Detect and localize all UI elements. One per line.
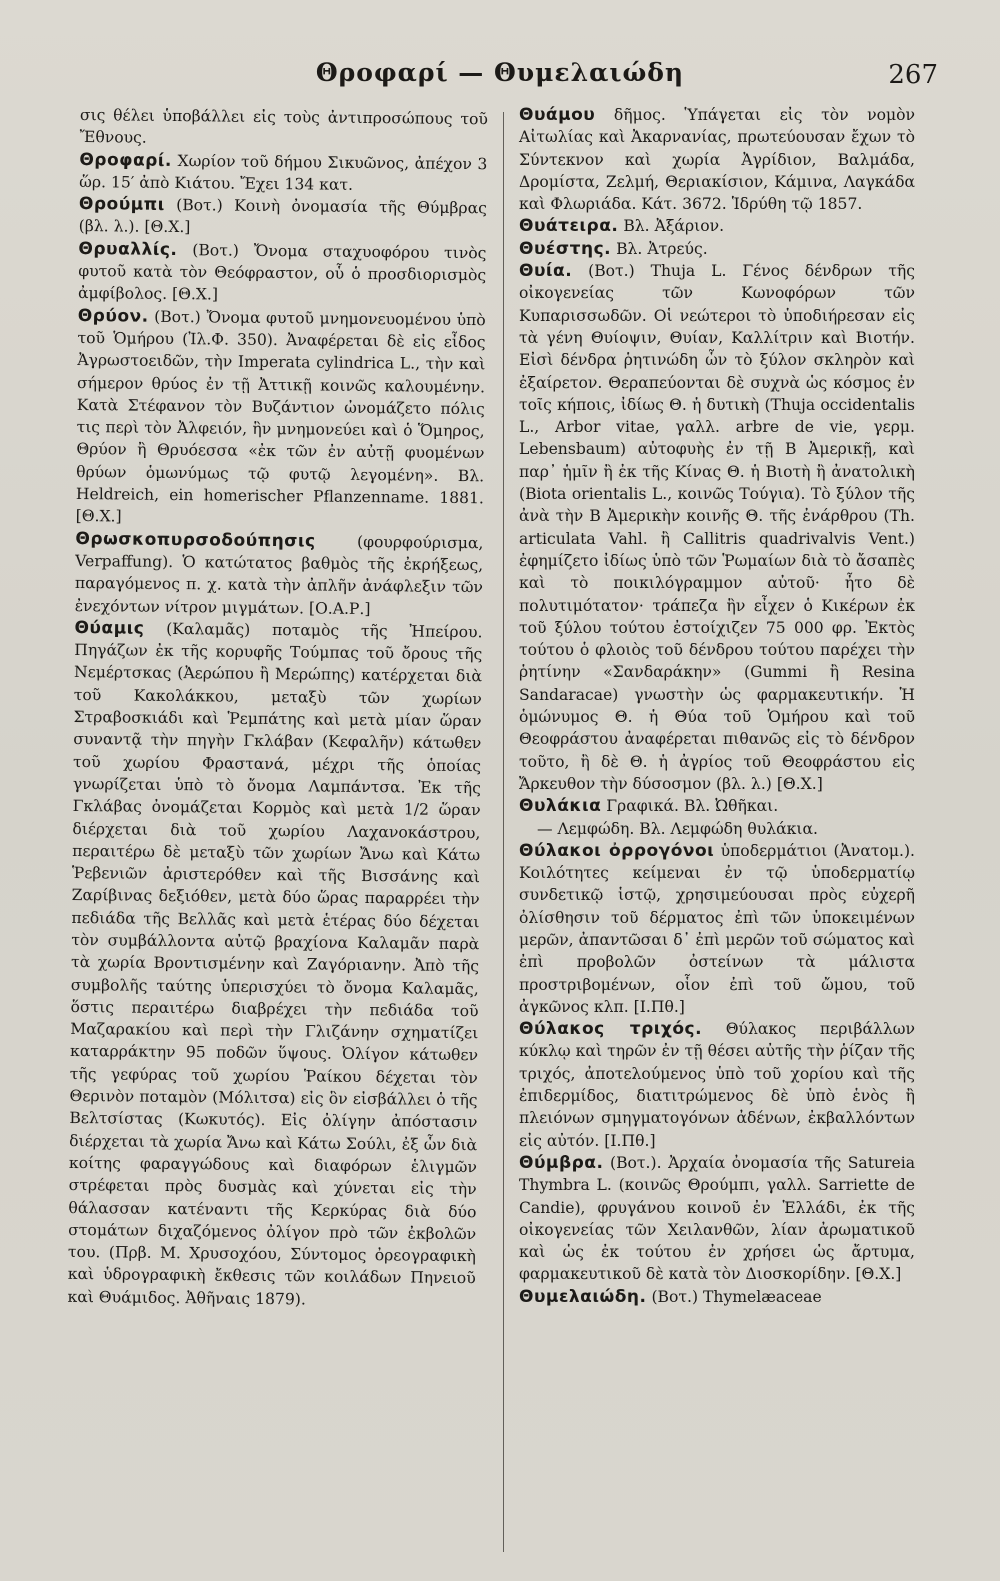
entry-headword: Θρυαλλίς.: [78, 238, 178, 260]
entry-text: Βλ. Ἀξάριον.: [623, 217, 725, 236]
entry-headword: Θυμελαιώδη.: [519, 1286, 647, 1307]
entry-headword: Θυάτειρα.: [519, 216, 619, 237]
dictionary-entry: [79, 149, 487, 198]
dictionary-entry: [76, 305, 486, 532]
entry-headword: Θύλακοι ὀρρογόνοι: [519, 840, 715, 861]
entry-text: (Καλαμᾶς) ποταμὸς τῆς Ἠπείρου. Πηγάζων ἐκ τῆς κορυφῆς Τούμπας τοῦ ὄρους τῆς Νεμέρτσκας (Ἀερώπου ἢ Μερώπης) κατέρχεται διὰ τοῦ Κακολάκκου, μεταξὺ τῶν χωρίων Στραβοσκιάδι καὶ Ῥεμπάτης καὶ μετὰ μίαν ὥραν συναντᾷ τὴν πηγὴν Γκλάβαν (Κεφαλῆν) κάτωθεν τοῦ χωρίου Φραστανά, μέχρι τῆς ὁποίας γνωρίζεται ὑπὸ τὸ ὄνομα Λαμπάντσα. Ἐκ τῆς Γκλάβας ὀνομάζεται Κορμὸς καὶ μετὰ 1/2 ὥραν διέρχεται διὰ τοῦ χωρίου Λαχανοκάστρου, περαιτέρω δὲ μεταξὺ τῶν χωρίων Ἄνω καὶ Κάτω Ῥεβενιῶν ἀριστερόθεν καὶ τῆς Βισσάνης καὶ Ζαρίβινας δεξιόθεν, μετὰ δύο ὥρας παραρρέει τὴν πεδιάδα τῆς Βελλᾶς καὶ μετὰ ἑτέρας δύο δέχεται τὸν συμβάλλοντα αὐτῷ βραχίονα Καλαμᾶν παρὰ τὰ χωρία Βροντισμένην καὶ Ζαγόριανην. Ἀπὸ τῆς συμβολῆς ταύτης ὑπερισχύει τὸ ὄνομα Καλαμᾶς, ὅστις περαιτέρω διαβρέχει τὴν πεδιάδα τοῦ Μαζαρακίου καὶ περὶ τὴν Γλιζάνην σχηματίζει καταρράκτην 95 ποδῶν ὕψους. Ὀλίγον κάτωθεν τῆς γεφύρας τοῦ χωρίου Ῥαίκου δέχεται τὸν Θερινὸν ποταμὸν (Μόλιτσα) εἰς ὃν εἰσβάλλει ὁ τῆς Βελτσίστας (Κωκυτός). Εἰς ὀλίγην ἀπόστασιν διέρχεται τὰ χωρία Ἄνω καὶ Κάτω Σούλι, ἐξ ὧν διὰ κοίτης φαραγγώδους καὶ διαφόρων ἑλιγμῶν στρέφεται πρὸς δυσμὰς καὶ χύνεται εἰς τὴν θάλασσαν κατέναντι τῆς Κερκύρας διὰ δύο στομάτων διχαζόμενος ὀλίγον πρὸ τῶν ἐκβολῶν του. (Πρβ. Μ. Χρυσοχόου, Σύντομος ὀρεογραφικὴ καὶ ὑδρογραφικὴ ἔκθεσις τῶν κοιλάδων Πηνειοῦ καὶ Θυάμιδος. Ἀθῆναις 1879).: [67, 619, 483, 1309]
page-title: Θροφαρί — Θυμελαιώδη: [315, 58, 685, 87]
entry-text: (φουρφούρισμα, Verpaffung). Ὁ κατώτατος βαθμὸς τῆς ἐκρήξεως, παραγόμενος π. χ. κατὰ τὴν ἀπλῆν ἀνάφλεξιν τῶν ἐνεχόντων νίτρον μιγμάτων. [Ο.Α.Ρ.]: [74, 532, 484, 618]
entry-text: (Βοτ.) Thymelæaceae: [651, 1287, 822, 1306]
dictionary-entry: [519, 1286, 915, 1308]
entry-text: (Βοτ.) Ὄνομα σταχυοφόρου τινὸς φυτοῦ κατὰ τὸν Θεόφραστον, οὗ ὁ προσδιορισμὸς ἀμφίβολος. [Θ.Χ.]: [77, 240, 487, 304]
entry-headword: Θυλάκια: [519, 796, 602, 817]
entry-text: Χωρίον τοῦ δήμου Σικυῶνος, ἀπέχον 3 ὥρ. 15′ ἀπὸ Κιάτου. Ἔχει 134 κατ.: [79, 151, 488, 194]
entry-headword: Θύμβρα.: [519, 1152, 604, 1173]
dictionary-entry: [79, 193, 487, 242]
dictionary-entry: [519, 238, 915, 260]
entry-text: (Βοτ.) Κοινὴ ὀνομασία τῆς Θύμβρας (βλ. λ.). [Θ.Χ.]: [78, 196, 488, 237]
right-column: [519, 104, 915, 1308]
entry-text: σις θέλει ὑποβάλλει εἰς τοὺς ἀντιπροσώπους τοῦ Ἔθνους.: [79, 105, 488, 147]
entry-headword: Θροφαρί.: [79, 149, 173, 171]
page-number: 267: [888, 60, 938, 90]
entry-text: (Βοτ.) Ὄνομα φυτοῦ μνημονευομένου ὑπὸ τοῦ Ὁμήρου (Ἰλ.Φ. 350). Ἀναφέρεται δὲ εἰς εἶδος Ἀγρωστοειδῶν, τὴν Imperata cylindrica L., τὴν καὶ σήμερον θρύος ἐν τῇ Ἀττικῇ κοινῶς καλουμένην. Κατὰ Στέφανον τὸν Βυζάντιον ὠνομάζετο πόλις τις περὶ τὸν Ἀλφειόν, ἣν μνημονεύει καὶ ὁ Ὅμηρος, Θρύον ἢ Θρυόεσσα «ἐκ τῶν ἐν αὐτῇ φυομένων θρύων ὁμωνύμως τῷ φυτῷ λεγομένη». Βλ. Heldreich, ein homerischer Pflanzenname. 1881. [Θ.Χ.]: [75, 307, 486, 526]
left-column: [67, 104, 488, 1312]
entry-headword: Θυία.: [519, 261, 573, 282]
entry-headword: Θρωσκοπυρσοδούπησις: [75, 528, 316, 552]
dictionary-entry: [78, 238, 487, 309]
dictionary-entry: [80, 104, 488, 153]
entry-text: ὑποδερμάτιοι (Ἀνατομ.). Κοιλότητες κείμεναι ἐν τῷ ὑποδερματίῳ συνδετικῷ ἱστῷ, χρησιμεύουσαι πρὸς εὐχερῆ ὀλίσθησιν τοῦ δέρματος ἐπὶ τῶν ὑποκειμένων μερῶν, ἀπαντῶσαι δ᾽ ἐπὶ μερῶν τοῦ σώματος καὶ ἐπὶ προβολῶν ὀστείνων τὰ μάλιστα προστριβομένων, οἷον ἐπὶ τοῦ ὤμου, τοῦ ἀγκῶνος κλπ. [Ι.Πθ.]: [519, 841, 915, 1016]
entry-headword: Θύαμις: [74, 617, 145, 639]
dictionary-entry: [519, 104, 915, 215]
entry-text: — Λεμφώδη. Βλ. Λεμφώδη θυλάκια.: [537, 819, 818, 838]
dictionary-entry: [519, 840, 915, 1018]
dictionary-entry: [67, 617, 482, 1312]
entry-text: Βλ. Ἀτρεύς.: [616, 239, 708, 258]
dictionary-entry: [519, 795, 915, 817]
dictionary-entry: [519, 215, 915, 237]
entry-headword: Θύλακος τριχός.: [519, 1019, 703, 1040]
entry-headword: Θρούμπι: [78, 194, 165, 216]
dictionary-entry: [519, 818, 915, 840]
entry-text: Θύλακος περιβάλλων κύκλῳ καὶ τηρῶν ἐν τῇ θέσει αὐτῆς τὴν ῥίζαν τῆς τριχός, ἀποτελούμενος ὑπὸ τοῦ χορίου καὶ τῆς ἐπιδερμίδος, διατιτρώμενος δὲ ὑπὸ ἑνὸς ἢ πλειόνων σμηγματογόνων ἀδένων, ἐκβαλλόντων εἰς αὐτόν. [Ι.Πθ.]: [519, 1020, 915, 1150]
dictionary-entry: [519, 260, 915, 795]
entry-text: (Βοτ.) Thuja L. Γένος δένδρων τῆς οἰκογενείας τῶν Κωνοφόρων τῶν Κυπαρισσωδῶν. Οἱ νεώτεροι τὸ ὑποδιήρεσαν εἰς τὰ γένη Θυίοψιν, Θυίαν, Καλλίτριν καὶ Βιοτήν. Εἰσὶ δένδρα ῥητινώδη ὧν τὸ ξύλον σκληρὸν καὶ ἐξαίρετον. Θεραπεύονται δὲ συχνὰ ὡς κόσμος ἐν τοῖς κήποις, ἰδίως Θ. ἡ δυτικὴ (Thuja occidentalis L., Arbor vitae, γαλλ. arbre de vie, γερμ. Lebensbaum) αὐτοφυὴς ἐν τῇ Β Ἀμερικῇ, καὶ παρ᾽ ἡμῖν ἢ ἐκ τῆς Κίνας Θ. ἡ Βιοτὴ ἢ ἀνατολικὴ (Biota orientalis L., κοινῶς Τούγια). Τὸ ξύλον τῆς ἀνὰ τὴν Β Ἀμερικὴν κοινῆς Θ. τῆς ἐνάρθρου (Th. articulata Vahl. ἢ Callitris quadrivalvis Vent.) ἐφημίζετο ἰδίως ὑπὸ τῶν Ῥωμαίων διὰ τὸ ἄσαπὲς καὶ τὸ ποικιλόγραμμον αὐτοῦ· ἦτο δὲ πολυτιμότατον· τράπεζα ἣν εἶχεν ὁ Κικέρων ἐκ τοῦ ξύλου τούτου ἐστοίχιζεν 75 000 φρ. Ἐκτὸς τούτου ὁ φλοιὸς τοῦ δένδρου τούτου παρέχει τὴν ῥητίνην «Σανδαράκην» (Gummi ἢ Resina Sandaracae) γνωστὴν ὡς φαρμακευτικήν. Ἡ ὁμώνυμος Θ. ἡ Θύα τοῦ Ὁμήρου καὶ τοῦ Θεοφράστου ἀναφέρεται πιθανῶς εἰς τὸ δένδρον τοῦτο, ἢ δὲ Θ. ἡ ἀγρίος τοῦ Θεοφράστου εἰς Ἄρκευθον τὴν δύσοσμον (βλ. λ.) [Θ.Χ.]: [519, 262, 915, 793]
entry-text: Γραφικά. Βλ. Ὠθῆκαι.: [606, 797, 779, 816]
dictionary-entry: [519, 1152, 915, 1286]
entry-text: (Βοτ.). Ἀρχαία ὀνομασία τῆς Satureia Thymbra L. (κοινῶς Θρούμπι, γαλλ. Sarriette de Candie), φρυγάνου κοινοῦ ἐν Ἑλλάδι, ἐκ τῆς οἰκογενείας τῶν Χειλανθῶν, λίαν ἀρωματικοῦ καὶ ὡς ἐκ τούτου ἐν χρήσει ὡς ἄρτυμα, φαρμακευτικοῦ δὲ κατὰ τὸν Διοσκορίδην. [Θ.Χ.]: [519, 1153, 915, 1284]
running-head: [0, 52, 1000, 92]
entry-headword: Θυάμου: [519, 105, 596, 125]
column-divider: [503, 112, 504, 1552]
entry-headword: Θρύον.: [77, 305, 149, 327]
dictionary-entry: [75, 528, 484, 621]
entry-text: δῆμος. Ὑπάγεται εἰς τὸν νομὸν Αἰτωλίας καὶ Ἀκαρνανίας, πρωτεύουσαν ἔχων τὸ Σύντεκνον καὶ χωρία Ἀγρίδιον, Βαλμάδα, Δρομίστα, Ζελμή, Θεριακίσιον, Κάμινα, Λαγκάδα καὶ Φλωριάδα. Κάτ. 3672. Ἱδρύθη τῷ 1857.: [519, 106, 915, 214]
dictionary-entry: [519, 1018, 915, 1152]
entry-headword: Θυέστης.: [519, 238, 612, 259]
